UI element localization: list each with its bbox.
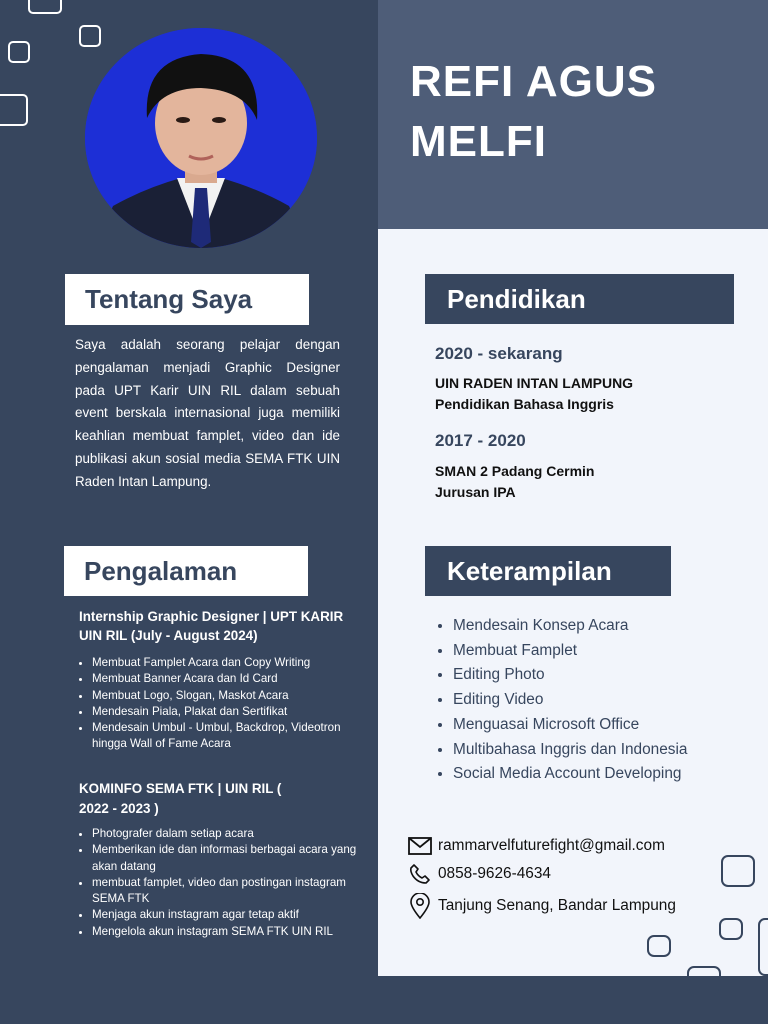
contact-phone[interactable]	[408, 862, 551, 886]
list-item: • membuat famplet, video dan postingan instagram SEMA FTK	[92, 875, 362, 908]
location-pin-icon	[408, 894, 432, 918]
contact-address[interactable]	[408, 894, 676, 918]
list-item: • Mendesain Umbul - Umbul, Backdrop, Videotron hingga Wall of Fame Acara	[92, 720, 362, 753]
experience-heading: Pengalaman	[64, 546, 308, 596]
list-item: • Memberikan ide dan informasi berbagai acara yang akan datang	[92, 842, 362, 875]
decor-square	[28, 0, 62, 14]
education-program: Pendidikan Bahasa Inggris	[435, 396, 614, 412]
email-text: rammarvelfuturefight@gmail.com	[438, 837, 665, 854]
list-item: • Membuat Logo, Slogan, Maskot Acara	[92, 688, 362, 704]
profile-photo	[85, 28, 317, 248]
decor-square	[8, 41, 30, 63]
skills-list	[436, 614, 768, 787]
list-item: • Mendesain Konsep Acara	[453, 614, 768, 639]
list-item: • Mengelola akun instagram SEMA FTK UIN RIL	[92, 924, 362, 940]
about-heading: Tentang Saya	[65, 274, 309, 325]
education-school: SMAN 2 Padang Cermin	[435, 463, 595, 479]
address-text: Tanjung Senang, Bandar Lampung	[438, 897, 676, 914]
mail-icon	[408, 834, 432, 858]
education-years: 2020 - sekarang	[435, 344, 563, 363]
about-text: Saya adalah seorang pelajar dengan pengalaman menjadi Graphic Designer pada UPT Karir UIN RIL dalam sebuah event berskala internasional juga memiliki keahlian membuat famplet, video dan ide publikasi akun sosial media SEMA FTK UIN Raden Intan Lampung.	[75, 337, 340, 489]
education-heading: Pendidikan	[425, 274, 734, 324]
list-item: • Photografer dalam setiap acara	[92, 826, 362, 842]
job-duties-list	[78, 826, 362, 940]
contact-email[interactable]	[408, 834, 665, 858]
decor-square	[719, 918, 743, 940]
list-item: • Editing Photo	[453, 663, 768, 688]
education-years: 2017 - 2020	[435, 431, 526, 450]
portrait-illustration	[85, 28, 317, 248]
list-item: • Membuat Famplet	[453, 639, 768, 664]
person-name	[410, 52, 657, 172]
list-item: • Social Media Account Developing	[453, 762, 768, 787]
list-item: • Multibahasa Inggris dan Indonesia	[453, 738, 768, 763]
list-item: • Menguasai Microsoft Office	[453, 713, 768, 738]
decor-square	[647, 935, 671, 957]
phone-text: 0858-9626-4634	[438, 865, 551, 882]
decor-square	[0, 94, 28, 126]
education-school: UIN RADEN INTAN LAMPUNG	[435, 375, 634, 391]
decor-square	[721, 855, 755, 887]
education-program: Jurusan IPA	[435, 484, 516, 500]
phone-icon	[408, 862, 432, 886]
list-item: • Mendesain Piala, Plakat dan Sertifikat	[92, 704, 362, 720]
list-item: • Membuat Banner Acara dan Id Card	[92, 671, 362, 687]
job-title: KOMINFO SEMA FTK | UIN RIL ( 2022 - 2023 )	[79, 781, 282, 816]
name-line-1: REFI AGUS	[410, 57, 657, 106]
decor-square	[79, 25, 101, 47]
decor-square	[758, 918, 768, 976]
name-line-2: MELFI	[410, 117, 547, 166]
skills-heading: Keterampilan	[425, 546, 671, 596]
list-item: • Membuat Famplet Acara dan Copy Writing	[92, 655, 362, 671]
list-item: • Menjaga akun instagram agar tetap aktif	[92, 907, 362, 923]
job-duties-list	[78, 655, 362, 753]
list-item: • Editing Video	[453, 688, 768, 713]
decor-square	[687, 966, 721, 996]
job-title: Internship Graphic Designer | UPT KARIR UIN RIL (July - August 2024)	[79, 609, 344, 643]
